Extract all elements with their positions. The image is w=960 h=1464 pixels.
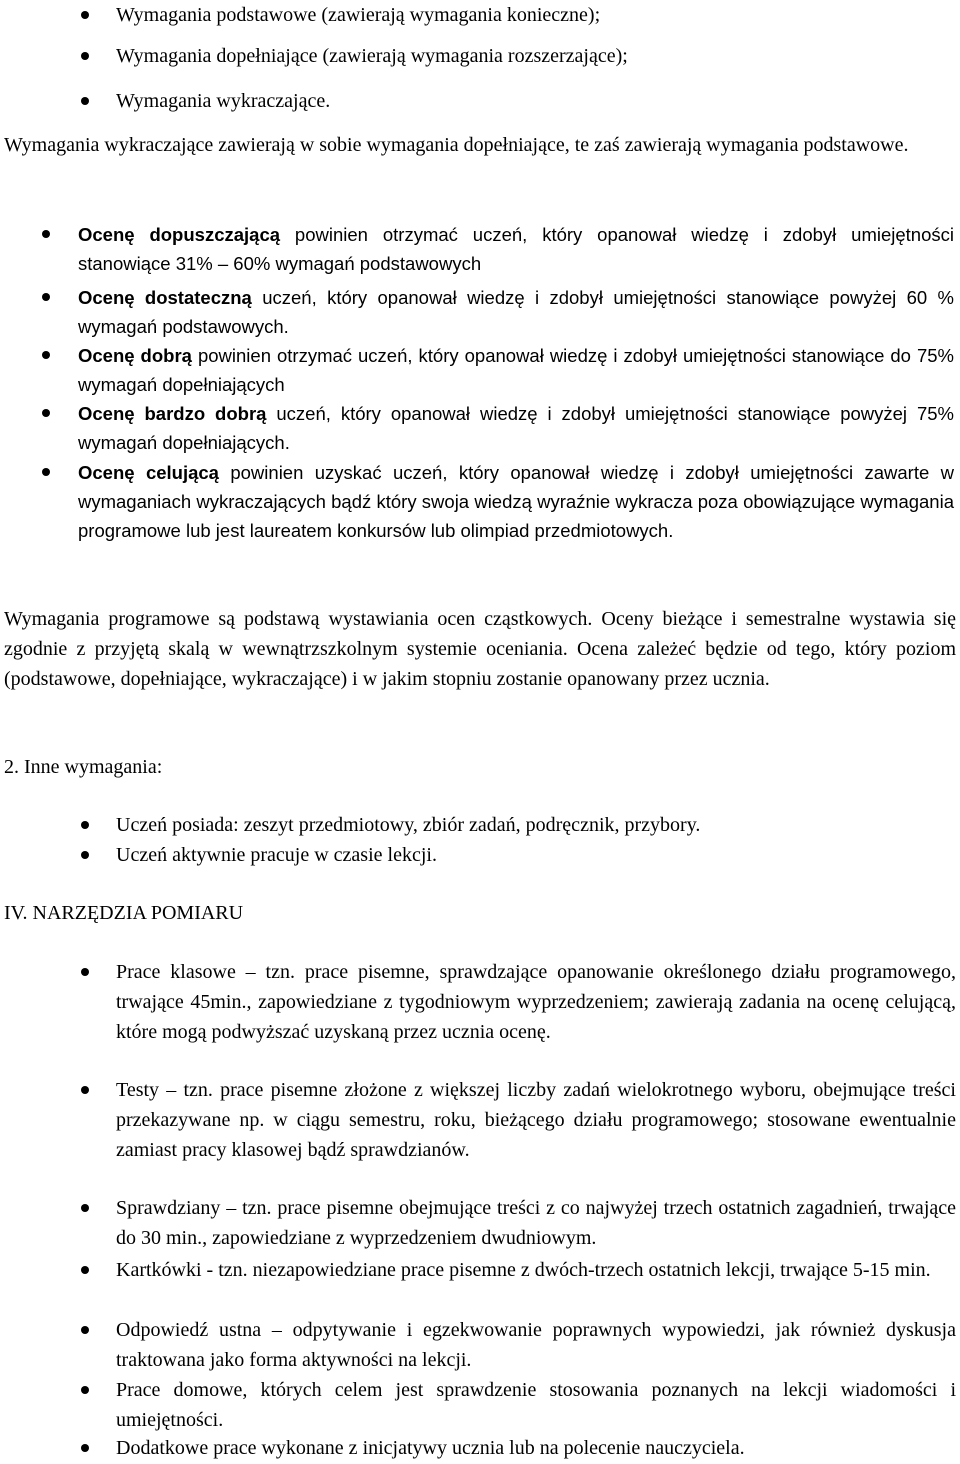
bullet-icon [81,11,89,19]
program-paragraph: Wymagania programowe są podstawą wystawiania ocen cząstkowych. Oceny bieżące i semestralne wystawia się zgodnie z przyjętą skalą w wewnątrzszkolnym systemie oceniania. Ocena zależeć będzie od tego, który poziom (podstawowe, dopełniające, wykraczające) i w jakim stopniu zostanie opanowany przez ucznia. [4,608,956,690]
intro-paragraph: Wymagania wykraczające zawierają w sobie wymagania dopełniające, te zaś zawierają wymagania podstawowe. [4,134,909,156]
list-item-text: Odpowiedź ustna – odpytywanie i egzekwowanie poprawnych wypowiedzi, jak również dyskusja traktowana jako forma aktywności na lekcji. [116,1319,956,1371]
grade-name: Ocenę dobrą [78,345,192,366]
bullet-icon [42,468,50,476]
bullet-icon [81,1204,89,1212]
list-item-text: Wymagania wykraczające. [116,90,331,112]
bullet-icon [81,52,89,60]
list-item-text: Kartkówki - tzn. niezapowiedziane prace pisemne z dwóch-trzech ostatnich lekcji, trwające 5-15 min. [116,1259,931,1281]
other-requirements-heading: 2. Inne wymagania: [4,756,163,778]
bullet-icon [42,293,50,301]
bullet-icon [81,1086,89,1094]
list-item [0,0,960,36]
grade-name: Ocenę bardzo dobrą [78,403,267,424]
bullet-icon [81,97,89,105]
grade-description: powinien uzyskać uczeń, który opanował wiedzę i zdobył umiejętności zawarte w wymaganiach wykraczających bądź który swoja wiedzą wyraźnie wykracza poza obowiązujące wymagania programowe lub jest laureatem konkursów lub olimpiad przedmiotowych. [78,462,954,541]
grade-name: Ocenę celującą [78,462,219,483]
list-item-text: Uczeń posiada: zeszyt przedmiotowy, zbiór zadań, podręcznik, przybory. [116,814,701,836]
list-item-text: Uczeń aktywnie pracuje w czasie lekcji. [116,844,437,866]
grade-description: powinien otrzymać uczeń, który opanował wiedzę i zdobył umiejętności stanowiące do 75% wymagań dopełniających [78,345,954,395]
list-item-text: Testy – tzn. prace pisemne złożone z większej liczby zadań wielokrotnego wyboru, obejmujące treści przekazywane np. w ciągu semestru, roku, bieżącego działu programowego; stosowane ewentualnie zamiast pracy klasowej bądź sprawdzianów. [116,1079,956,1161]
grade-name: Ocenę dostateczną [78,287,252,308]
list-item [0,86,960,122]
bullet-icon [42,230,50,238]
list-item-text: Prace domowe, których celem jest sprawdzenie stosowania poznanych na lekcji wiadomości i umiejętności. [116,1379,956,1431]
tools-heading: IV. NARZĘDZIA POMIARU [4,902,244,924]
grade-description: powinien otrzymać uczeń, który opanował wiedzę i zdobył umiejętności stanowiące 31% – 60% wymagań podstawowych [78,224,954,274]
list-item-text: Dodatkowe prace wykonane z inicjatywy ucznia lub na polecenie nauczyciela. [116,1437,745,1459]
list-item-text: Wymagania podstawowe (zawierają wymagania konieczne); [116,4,601,26]
list-item-text: Sprawdziany – tzn. prace pisemne obejmujące treści z co najwyżej trzech ostatnich zagadnień, trwające do 30 min., zapowiedziane z wyprzedzeniem dwudniowym. [116,1197,956,1249]
grade-description: uczeń, który opanował wiedzę i zdobył umiejętności stanowiące powyżej 60 % wymagań podstawowych. [78,287,954,337]
bullet-icon [81,1326,89,1334]
bullet-icon [81,1266,89,1274]
grade-name: Ocenę dopuszczającą [78,224,281,245]
bullet-icon [42,351,50,359]
grade-description: uczeń, który opanował wiedzę i zdobył umiejętności stanowiące powyżej 75% wymagań dopełniających. [78,403,954,453]
list-item-text: Prace klasowe – tzn. prace pisemne, sprawdzające opanowanie określonego działu programowego, trwające 45min., zapowiedziane z tygodniowym wyprzedzeniem; zawierają zadania na ocenę celującą, które mogą podwyższać uzyskaną przez ucznia ocenę. [116,961,956,1043]
bullet-icon [81,968,89,976]
list-item-text: Wymagania dopełniające (zawierają wymagania rozszerzające); [116,45,628,67]
bullet-icon [81,821,89,829]
bullet-icon [81,1386,89,1394]
list-item [0,41,960,77]
bullet-icon [81,851,89,859]
bullet-icon [42,409,50,417]
bullet-icon [81,1444,89,1452]
